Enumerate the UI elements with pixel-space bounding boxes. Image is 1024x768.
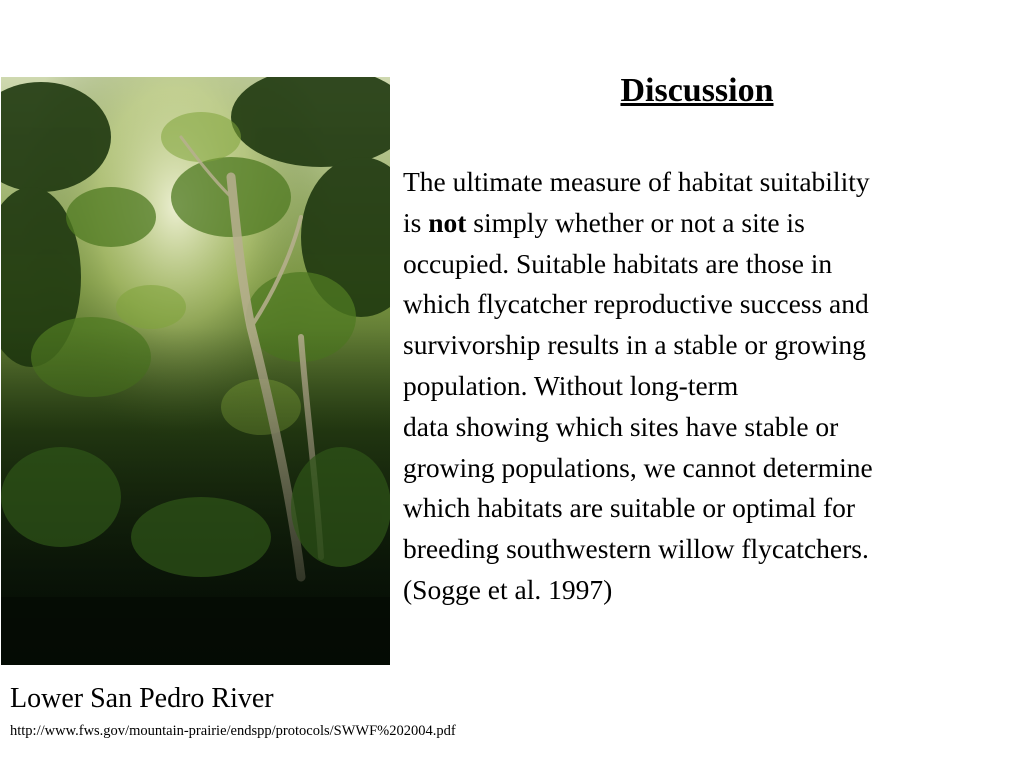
paragraph-line: The ultimate measure of habitat suitability [403, 166, 870, 197]
discussion-paragraph [403, 162, 1009, 611]
paragraph-line: growing populations, we cannot determine [403, 451, 873, 483]
willow-habitat-photo [1, 77, 390, 665]
emphasis-not: not [428, 206, 467, 238]
paragraph-line: population. Without long-term [403, 369, 739, 401]
paragraph-line: breeding southwestern willow flycatchers. [403, 533, 869, 565]
source-url: http://www.fws.gov/mountain-prairie/endspp/protocols/SWWF%202004.pdf [10, 723, 456, 739]
paragraph-line: which flycatcher reproductive success and [403, 288, 869, 320]
paragraph-line: occupied. Suitable habitats are those in [403, 247, 833, 279]
photo-caption: Lower San Pedro River [10, 683, 274, 714]
paragraph-line: survivorship results in a stable or growing [403, 329, 866, 361]
slide-title: Discussion [620, 72, 774, 109]
paragraph-text: is [403, 206, 429, 238]
willow-habitat-photo-art [1, 77, 390, 665]
paragraph-text: simply whether or not a site is [466, 206, 805, 238]
paragraph-line: which habitats are suitable or optimal for [403, 492, 856, 524]
citation: (Sogge et al. 1997) [403, 573, 613, 605]
paragraph-line: data showing which sites have stable or [403, 410, 839, 442]
paragraph-line [403, 203, 1009, 244]
